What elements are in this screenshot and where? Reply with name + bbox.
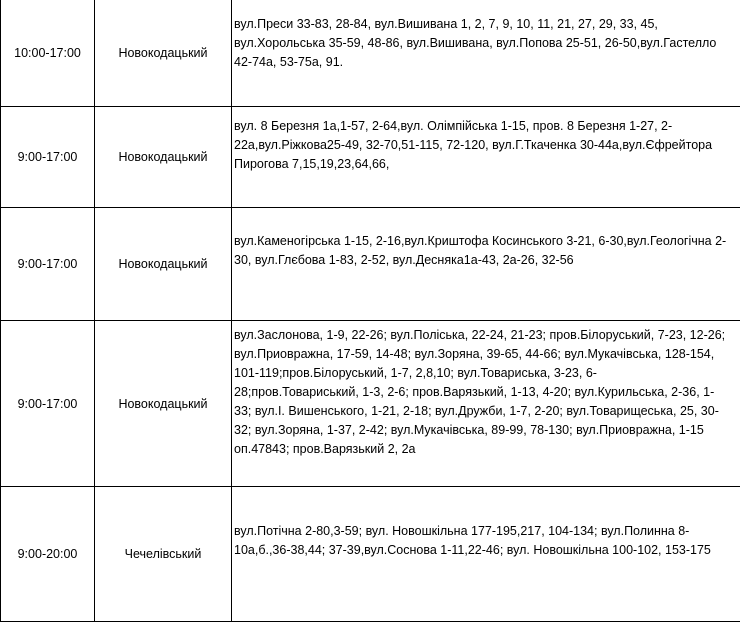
table-row [1,321,740,487]
table-row [1,107,740,208]
table-row [1,0,740,107]
time-cell: 9:00-17:00 [1,107,95,208]
table-row [1,487,740,622]
time-cell: 9:00-17:00 [1,321,95,487]
district-cell: Новокодацький [95,107,232,208]
district-cell: Новокодацький [95,321,232,487]
time-cell: 9:00-17:00 [1,208,95,321]
addresses-cell: вул.Потічна 2-80,3-59; вул. Новошкільна 177-195,217, 104-134; вул.Полинна 8- 10а,б.,36-38,44; 37-39,вул.Соснова 1-11,22-46; вул. Новошкільна 100-102, 153-175 [232,487,740,622]
district-cell: Чечелівський [95,487,232,622]
district-cell: Новокодацький [95,208,232,321]
table-row [1,208,740,321]
addresses-cell: вул.Каменогірська 1-15, 2-16,вул.Криштофа Косинського 3-21, 6-30,вул.Геологічна 2- 30, вул.Глєбова 1-83, 2-52, вул.Десняка1а-43, 2а-26, 32-56 [232,208,740,321]
district-cell: Новокодацький [95,0,232,107]
time-cell: 9:00-20:00 [1,487,95,622]
addresses-cell: вул.Преси 33-83, 28-84, вул.Вишивана 1, 2, 7, 9, 10, 11, 21, 27, 29, 33, 45, вул.Хорольська 35-59, 48-86, вул.Вишивана, вул.Попова 25-51, 26-50,вул.Гастелло 42-74а, 53-75а, 91. [232,0,740,107]
addresses-cell: вул. 8 Березня 1а,1-57, 2-64,вул. Олімпійська 1-15, пров. 8 Березня 1-27, 2- 22а,вул.Ріжкова25-49, 32-70,51-115, 72-120, вул.Г.Ткаченка 30-44а,вул.Єфрейтора Пирогова 7,15,19,23,64,66, [232,107,740,208]
time-cell: 10:00-17:00 [1,0,95,107]
addresses-cell: вул.Заслонова, 1-9, 22-26; вул.Поліська, 22-24, 21-23; пров.Білоруський, 7-23, 12-26; вул.Приовражна, 17-59, 14-48; вул.Зоряна, 39-65, 44-66; вул.Мукачівська, 128-154, 101-119;пров.Білоруський, 1-7, 2,8,10; вул.Товариська, 3-23, 6- 28;пров.Товариський, 1-3, 2-6; пров.Варязький, 1-13, 4-20; вул.Курильська, 2-36, 1- 33; вул.І. Вишенського, 1-21, 2-18; вул.Дружби, 1-7, 2-20; вул.Товарищеська, 25, 30- 32; вул.Зоряна, 1-37, 2-42; вул.Мукачівська, 89-99, 78-130; вул.Приовражна, 1-15 оп.47843; пров.Варязький 2, 2а [232,321,740,487]
